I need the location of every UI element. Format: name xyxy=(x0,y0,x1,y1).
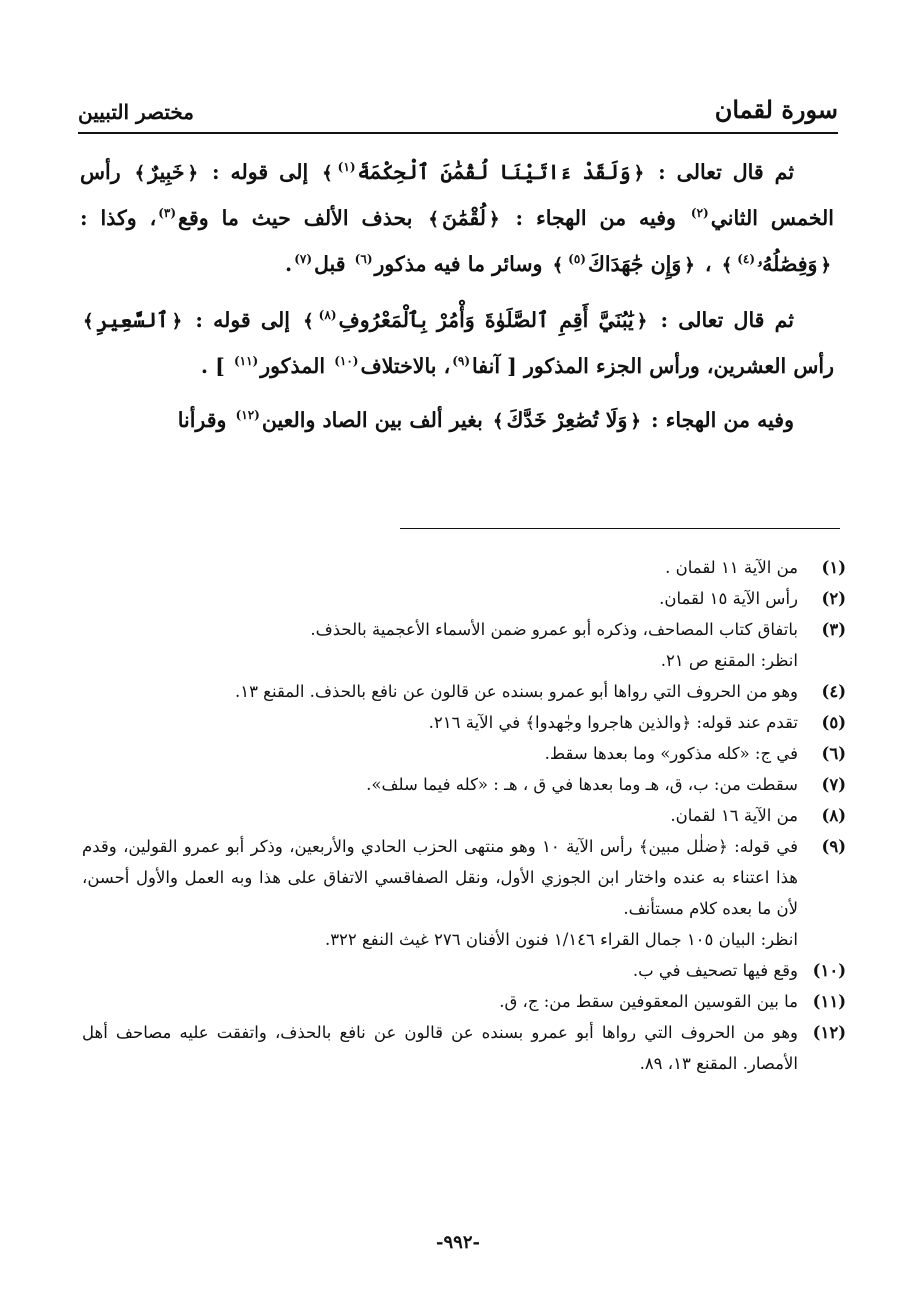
paragraph-2 xyxy=(80,298,834,388)
text-run: ، xyxy=(704,252,712,276)
text-run: بحذف الألف حيث ما وقع xyxy=(178,206,413,230)
footnote-text: في ج: «كله مذكور» وما بعدها سقط. xyxy=(544,744,798,763)
ornate-bracket-open: ﴿ xyxy=(630,411,641,432)
quran-quote: وَفِصَٰلُهُۥ xyxy=(757,252,818,276)
footnote-text: في قوله: ﴿ضلٰل مبين﴾ رأس الآية ١٠ وهو منتهى الحزب الحادي والأربعين، وذكر أبو عمرو القولين، وقدم هذا اعتناء به عنده واختار ابن الجوزي الأول، ونقل الصفاقسي الاتفاق على هذا وبه العمل والأول أحسن، لأن ما بعده كلام مستأنف. xyxy=(82,837,798,918)
footnote-number: (٥) xyxy=(821,713,846,732)
book-title: مختصر التبيين xyxy=(78,100,195,124)
footnote-text: من الآية ١٦ لقمان. xyxy=(670,806,798,825)
header-rule xyxy=(78,132,838,134)
footnote-number: (٩) xyxy=(821,837,846,856)
footnote-item xyxy=(82,707,846,738)
ornate-bracket-open: ﴿ xyxy=(636,311,648,332)
text-run: رأس الخمس الثاني xyxy=(80,160,834,230)
text-run: . xyxy=(285,252,293,276)
text-run: المذكور xyxy=(260,354,326,378)
paragraph-3 xyxy=(80,398,834,444)
footnote-text: رأس الآية ١٥ لقمان. xyxy=(659,589,798,608)
footnote-text: من الآية ١١ لقمان . xyxy=(665,558,798,577)
footnote-ref[interactable]: (١٢) xyxy=(235,408,260,423)
footnote-ref[interactable]: (١٠) xyxy=(334,354,359,369)
footnote-item xyxy=(82,769,846,800)
footnote-text: تقدم عند قوله: ﴿والذين هاجروا وجٰهدوا﴾ في الآية ٢١٦. xyxy=(428,713,798,732)
footnote-text: سقطت من: ب، ق، هـ وما بعدها في ق ، هـ : «كله فيما سلف». xyxy=(366,775,798,794)
main-text xyxy=(80,150,834,454)
page-number: -٩٩٢- xyxy=(436,1232,480,1253)
footnote-ref[interactable]: (٩) xyxy=(452,354,471,369)
quran-quote: خَبِيرٌ xyxy=(148,160,185,184)
footnote-ref[interactable]: (٥) xyxy=(568,252,586,267)
ornate-bracket-close: ﴾ xyxy=(492,411,504,432)
footnote-ref[interactable]: (٣) xyxy=(158,206,177,221)
ornate-bracket-close: ﴾ xyxy=(552,255,564,276)
ornate-bracket-open: ﴿ xyxy=(171,311,183,332)
footnote-text: وهو من الحروف التي رواها أبو عمرو بسنده عن قالون عن نافع بالحذف. المقنع ١٣. xyxy=(234,682,798,701)
text-run: إلى قوله : xyxy=(195,308,290,332)
footnote-continuation xyxy=(82,924,846,955)
ornate-bracket-close: ﴾ xyxy=(83,311,94,332)
text-run: بغير ألف بين الصاد والعين xyxy=(261,408,483,432)
text-run: ثم قال تعالى : xyxy=(658,160,795,184)
ornate-bracket-open: ﴿ xyxy=(489,209,500,230)
footnote-item xyxy=(82,1017,846,1079)
footnote-number: (٧) xyxy=(821,775,846,794)
footnote-item xyxy=(82,738,846,769)
footnotes xyxy=(82,552,846,1079)
text-run: ، وكذا : xyxy=(80,206,157,230)
footnote-ref[interactable]: (١١) xyxy=(233,354,259,369)
quran-quote: يَٰبُنَيَّ أَقِمِ ٱلصَّلَوٰةَ وَأْمُرْ بِٱلْمَعْرُوفِ xyxy=(338,308,634,332)
footnote-text: انظر: المقنع ص ٢١. xyxy=(660,651,798,670)
footnote-text: انظر: البيان ١٠٥ جمال القراء ١/١٤٦ فنون الأفنان ٢٧٦ غيث النفع ٣٢٢. xyxy=(324,930,798,949)
quran-quote: لُقْمَٰنَ xyxy=(441,206,487,230)
text-run: وفيه من الهجاء : xyxy=(651,408,794,432)
ornate-bracket-close: ﴾ xyxy=(428,209,439,230)
text-run: رأس العشرين، ورأس الجزء المذكور [ آنفا xyxy=(472,354,834,378)
footnote-item xyxy=(82,676,846,707)
footnote-text: باتفاق كتاب المصاحف، وذكره أبو عمرو ضمن الأسماء الأعجمية بالحذف. xyxy=(310,620,798,639)
footnote-item xyxy=(82,614,846,645)
footnote-ref[interactable]: (٧) xyxy=(294,252,313,267)
footnote-item xyxy=(82,583,846,614)
ornate-bracket-open: ﴿ xyxy=(633,163,645,184)
quran-quote: وَإِن جَٰهَدَاكَ xyxy=(587,252,682,276)
footnote-ref[interactable]: (٦) xyxy=(354,252,373,267)
footnote-text: وقع فيها تصحيف في ب. xyxy=(632,961,798,980)
footnote-number: (٤) xyxy=(821,682,846,701)
footnote-number: (٨) xyxy=(821,806,846,825)
ornate-bracket-close: ﴾ xyxy=(721,255,733,276)
text-run: ثم قال تعالى : xyxy=(660,308,795,332)
text-run: قبل xyxy=(314,252,346,276)
ornate-bracket-open: ﴿ xyxy=(187,163,199,184)
footnote-item xyxy=(82,955,846,986)
paragraph-1 xyxy=(80,150,834,288)
footnote-text: ما بين القوسين المعقوفين سقط من: ج، ق. xyxy=(499,992,798,1011)
footnote-continuation xyxy=(82,645,846,676)
footnote-number: (٢) xyxy=(821,589,846,608)
text-run: وقرأنا xyxy=(177,408,227,432)
running-header xyxy=(78,84,838,124)
footnote-number: (١١) xyxy=(812,992,846,1011)
quran-quote: وَلَا تُصَٰعِرْ خَدَّكَ xyxy=(506,408,628,432)
footnote-ref[interactable]: (٤) xyxy=(737,252,756,267)
text-run: إلى قوله : xyxy=(212,160,309,184)
footnote-text: وهو من الحروف التي رواها أبو عمرو بسنده عن قالون عن نافع بالحذف، واتفقت عليه مصاحف أهل الأمصار. المقنع ١٣، ٨٩. xyxy=(82,1023,798,1073)
footnote-ref[interactable]: (٢) xyxy=(690,206,709,221)
footnote-ref[interactable]: (٨) xyxy=(318,308,337,323)
quran-quote: وَلَقَدْ ءَاتَيْنَا لُقْمَٰنَ ٱلْحِكْمَةَ xyxy=(357,160,631,184)
sura-title: سورة لقمان xyxy=(714,95,838,124)
quran-quote: ٱلسَّعِيرِ xyxy=(96,308,169,332)
text-run: ، بالاختلاف xyxy=(360,354,451,378)
footnote-number: (١٠) xyxy=(812,961,846,980)
footnote-number: (١) xyxy=(821,558,846,577)
footnote-number: (١٢) xyxy=(812,1023,846,1042)
ornate-bracket-close: ﴾ xyxy=(322,163,333,184)
footnote-item xyxy=(82,552,846,583)
footnote-item xyxy=(82,986,846,1017)
ornate-bracket-open: ﴿ xyxy=(820,255,831,276)
footnote-number: (٦) xyxy=(821,744,846,763)
text-run: وسائر ما فيه مذكور xyxy=(374,252,543,276)
ornate-bracket-close: ﴾ xyxy=(303,311,314,332)
footnote-item xyxy=(82,800,846,831)
footnote-ref[interactable]: (١) xyxy=(337,160,356,175)
ornate-bracket-open: ﴿ xyxy=(684,255,695,276)
footnote-item xyxy=(82,831,846,924)
text-run: ] . xyxy=(200,354,225,378)
footnote-number: (٣) xyxy=(821,620,846,639)
footnote-separator xyxy=(400,528,840,529)
ornate-bracket-close: ﴾ xyxy=(134,163,146,184)
text-run: وفيه من الهجاء : xyxy=(515,206,676,230)
